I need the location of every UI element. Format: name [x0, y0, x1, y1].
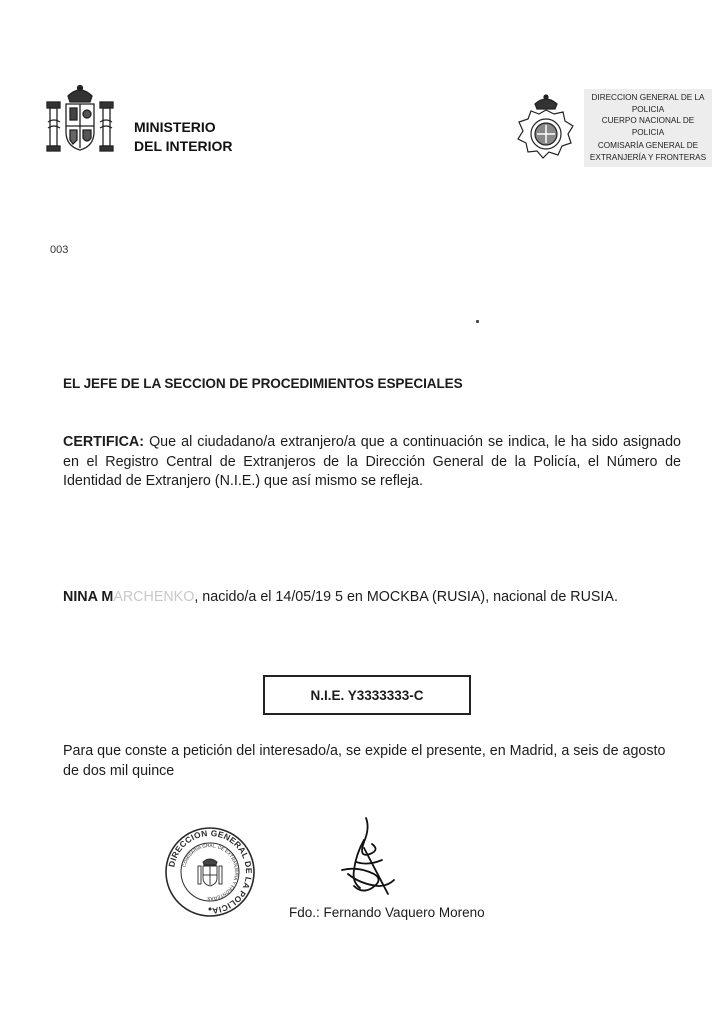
- signatory-name: Fdo.: Fernando Vaquero Moreno: [289, 905, 485, 920]
- police-line-5: COMISARÍA GENERAL DE: [597, 141, 699, 150]
- nie-number: N.I.E. Y3333333-C: [310, 687, 424, 703]
- document-title: EL JEFE DE LA SECCION DE PROCEDIMIENTOS ESPECIALES: [63, 376, 463, 391]
- person-details: [63, 589, 618, 605]
- person-name-obscured: ARCHENKO: [113, 589, 195, 605]
- signature: [328, 814, 398, 900]
- person-name: NINA M: [63, 589, 114, 605]
- nie-number-box: [263, 675, 471, 715]
- police-line-4: POLICIA: [631, 127, 665, 137]
- certifica-label: CERTIFICA:: [63, 434, 145, 450]
- coat-of-arms-icon: [44, 82, 116, 158]
- reference-number: 003: [50, 244, 69, 256]
- closing-statement: Para que conste a petición del interesado/a, se expide el presente, en Madrid, a seis de agosto de dos mil quince: [63, 743, 666, 779]
- police-directorate-label: [584, 89, 712, 167]
- ministry-line-2: DEL INTERIOR: [134, 138, 233, 154]
- stamp-outer-text: DIRECCION GENERAL DE LA POLICIA: [166, 827, 255, 917]
- person-birth-info: , nacido/a el 14/05/19 5 en MOCKBA (RUSIA), nacional de RUSIA.: [194, 589, 618, 605]
- police-line-2: POLICIA: [631, 104, 665, 114]
- police-line-3: CUERPO NACIONAL DE: [601, 116, 695, 125]
- certification-paragraph: [63, 433, 681, 492]
- ministry-name: [134, 118, 233, 156]
- stamp-crest-icon: [198, 859, 222, 886]
- police-line-6: EXTRANJERÍA Y FRONTERAS: [589, 152, 707, 162]
- police-emblem-icon: [513, 92, 579, 164]
- certification-text: Que al ciudadano/a extranjero/a que a continuación se indica, le ha sido asignado en el Registro Central de Extranjeros de la Dirección General de la Policía, el Número de Identidad de Extranjero (N.I.E.) que así mismo se refleja.: [63, 434, 681, 489]
- stamp-inner-text: COMISARIA GRAL. DE EXTRANJERIA Y FRONTERAS: [181, 842, 240, 902]
- official-stamp: [164, 826, 256, 918]
- ministry-line-1: MINISTERIO: [134, 119, 216, 135]
- ink-speck: [476, 320, 479, 323]
- police-line-1: DIRECCION GENERAL DE LA: [591, 93, 705, 102]
